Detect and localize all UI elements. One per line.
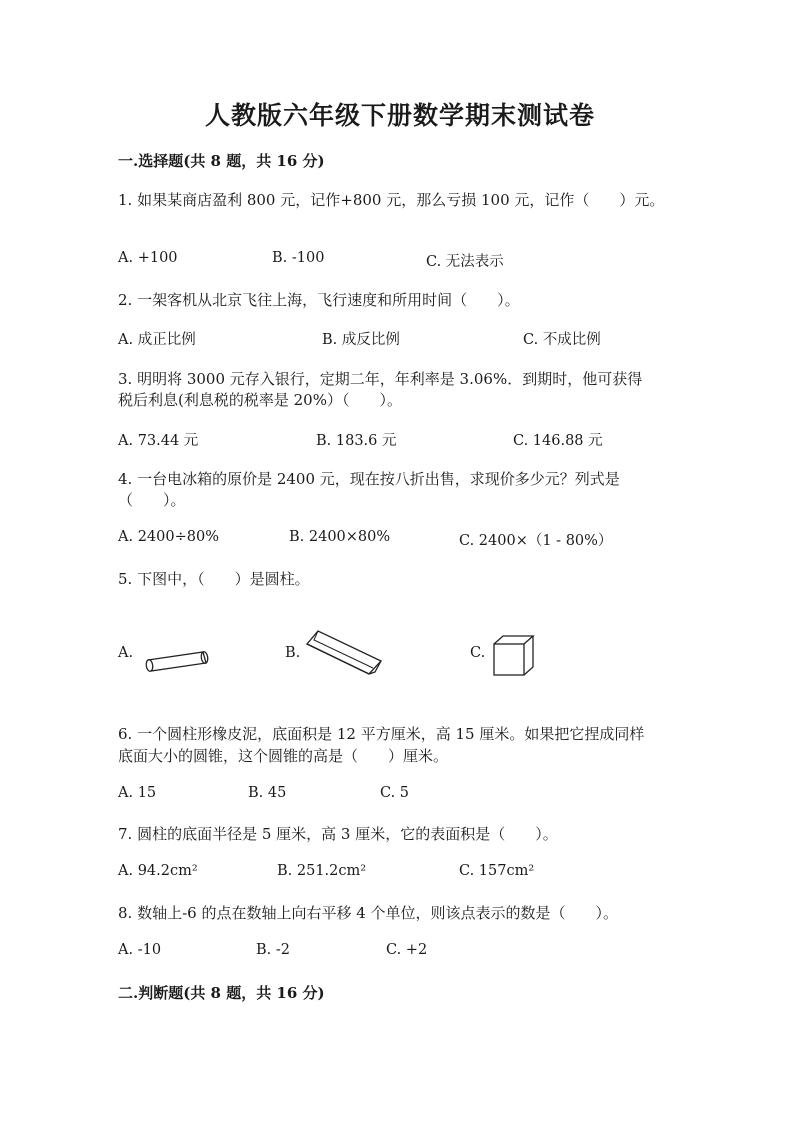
question-8-option-c: C. +2 [386, 942, 428, 958]
question-2-text: 2. 一架客机从北京飞往上海，飞行速度和所用时间（ ）。 [118, 291, 520, 309]
section-heading-choice: 一.选择题(共 8 题，共 16 分) [118, 152, 325, 170]
question-8-option-b: B. -2 [256, 942, 290, 958]
triangular-prism-figure [303, 628, 385, 678]
question-5-option-b: B. [285, 645, 301, 661]
question-3-option-a: A. 73.44 元 [118, 433, 199, 449]
question-6-option-a: A. 15 [118, 785, 157, 801]
question-2-option-c: C. 不成比例 [523, 332, 601, 348]
question-5-text: 5. 下图中，（ ）是圆柱。 [118, 570, 310, 588]
question-8-option-a: A. -10 [118, 942, 162, 958]
question-2-option-a: A. 成正比例 [118, 332, 196, 348]
question-4-option-b: B. 2400×80% [289, 529, 391, 545]
question-6-text-line-2: 底面大小的圆锥，这个圆锥的高是（ ）厘米。 [118, 747, 449, 765]
question-7-option-b: B. 251.2cm² [277, 863, 367, 879]
question-2-option-b: B. 成反比例 [322, 332, 400, 348]
question-7-option-c: C. 157cm² [459, 863, 535, 879]
question-3-text-line-2: 税后利息(利息税的税率是 20%）（ ）。 [118, 391, 402, 409]
question-4-text-line-2: （ ）。 [118, 491, 186, 509]
cube-figure [492, 634, 536, 678]
question-6-text-line-1: 6. 一个圆柱形橡皮泥，底面积是 12 平方厘米，高 15 厘米。如果把它捏成同样 [118, 725, 645, 743]
question-3-option-b: B. 183.6 元 [316, 433, 397, 449]
question-3-text-line-1: 3. 明明将 3000 元存入银行，定期二年，年利率是 3.06%．到期时，他可获得 [118, 370, 643, 388]
question-8-text: 8. 数轴上-6 的点在数轴上向右平移 4 个单位，则该点表示的数是（ ）。 [118, 904, 619, 922]
question-6-option-b: B. 45 [248, 785, 287, 801]
question-4-option-c: C. 2400×（1 - 80%） [459, 533, 613, 549]
question-1-option-c: C. 无法表示 [426, 254, 504, 270]
cylinder-figure [140, 648, 212, 678]
question-1-text: 1. 如果某商店盈利 800 元，记作+800 元，那么亏损 100 元，记作（ ）元。 [118, 191, 665, 209]
section-heading-judgment: 二.判断题(共 8 题，共 16 分) [118, 984, 325, 1002]
exam-title: 人教版六年级下册数学期末测试卷 [204, 101, 595, 130]
question-3-option-c: C. 146.88 元 [513, 433, 603, 449]
question-1-option-a: A. +100 [118, 250, 178, 266]
question-7-text: 7. 圆柱的底面半径是 5 厘米，高 3 厘米，它的表面积是（ ）。 [118, 825, 558, 843]
question-4-option-a: A. 2400÷80% [118, 529, 219, 545]
question-7-option-a: A. 94.2cm² [118, 863, 198, 879]
question-5-option-c: C. [470, 645, 486, 661]
question-4-text-line-1: 4. 一台电冰箱的原价是 2400 元，现在按八折出售，求现价多少元？列式是 [118, 470, 620, 488]
question-6-option-c: C. 5 [380, 785, 410, 801]
question-5-option-a: A. [118, 645, 134, 661]
question-1-option-b: B. -100 [272, 250, 325, 266]
